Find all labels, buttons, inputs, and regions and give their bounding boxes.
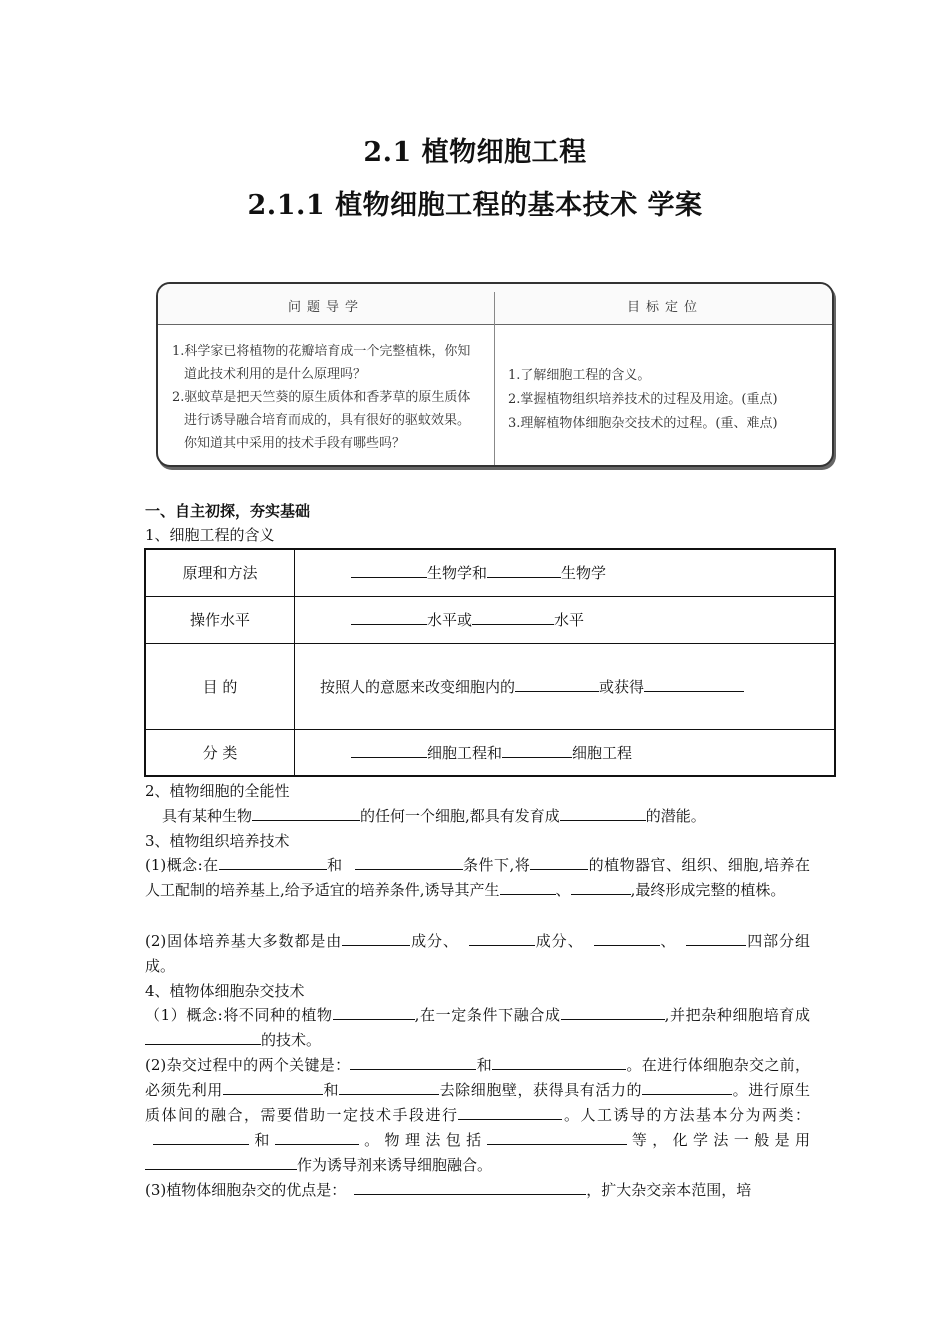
definition-table: [144, 548, 836, 777]
item-heading-4: 4、植物体细胞杂交技术: [145, 982, 305, 1000]
blank[interactable]: [145, 1155, 297, 1170]
blank[interactable]: [500, 880, 556, 895]
question-item: 2.驱蚊草是把天竺葵的原生质体和香茅草的原生质体进行诱导融合培育而成的，具有很好的驱蚊效果。你知道其中采用的技术手段有哪些吗？: [172, 390, 471, 451]
table-row: [145, 549, 835, 596]
page-title: 2.1 植物细胞工程: [363, 137, 587, 168]
blank[interactable]: [487, 1130, 627, 1145]
blank[interactable]: [472, 610, 554, 625]
table-value: 生物学和 生物学: [295, 549, 836, 596]
section-heading: 一、自主初探，夯实基础: [145, 502, 311, 520]
blank[interactable]: [560, 806, 646, 821]
goal-list: [508, 364, 828, 436]
goal-item: 3.理解植物体细胞杂交技术的过程。(重、难点): [508, 416, 778, 431]
table-value: 细胞工程和 细胞工程: [295, 729, 836, 776]
table-key: 分 类: [145, 729, 295, 776]
hybridization-process: (2)杂交过程中的两个关键是： 和 。在进行体细胞杂交之前，必须先利用 和 去除细胞壁，获得具有活力的 。进行原生质体间的融合，需要借助一定技术手段进行 。人工诱导的方法基本分为两类：和 。物理法包括 等，化学法一般是用作为诱导剂来诱导细胞融合。: [145, 1056, 810, 1174]
blank[interactable]: [487, 563, 561, 578]
blank[interactable]: [351, 610, 427, 625]
solid-medium-text: (2)固体培养基大多数都是由 成分、 成分、 、 四部分组成。: [145, 932, 810, 975]
goal-item: 1.了解细胞工程的含义。: [508, 368, 651, 383]
hybridization-concept: （1）概念:将不同种的植物 ,在一定条件下融合成 ,并把杂种细胞培育成的技术。: [145, 1006, 810, 1049]
guide-box: [156, 282, 834, 467]
blank[interactable]: [502, 743, 572, 758]
blank[interactable]: [350, 1055, 476, 1070]
blank[interactable]: [153, 1130, 249, 1145]
blank[interactable]: [333, 1005, 415, 1020]
totipotency-text: 具有某种生物 的任何一个细胞,都具有发育成 的潜能。: [162, 807, 706, 825]
guide-divider: [494, 292, 495, 465]
blank[interactable]: [342, 931, 410, 946]
table-row: [145, 596, 835, 643]
blank[interactable]: [642, 1080, 732, 1095]
blank[interactable]: [644, 677, 744, 692]
blank[interactable]: [275, 1130, 359, 1145]
item-heading-2: 2、植物细胞的全能性: [145, 782, 290, 800]
goal-item: 2.掌握植物组织培养技术的过程及用途。(重点): [508, 392, 778, 407]
page-subtitle: 2.1.1 植物细胞工程的基本技术 学案: [247, 190, 703, 221]
table-value: 水平或 水平: [295, 596, 836, 643]
question-item: 1.科学家已将植物的花瓣培育成一个完整植株，你知道此技术利用的是什么原理吗？: [172, 344, 471, 382]
blank[interactable]: [571, 880, 631, 895]
item-heading-1: 1、细胞工程的含义: [145, 526, 275, 544]
table-value: 按照人的意愿来改变细胞内的 或获得: [295, 643, 836, 729]
blank[interactable]: [458, 1105, 562, 1120]
item-heading-3: 3、植物组织培养技术: [145, 832, 290, 850]
hybridization-advantage: (3)植物体细胞杂交的优点是： ，扩大杂交亲本范围，培: [145, 1181, 752, 1199]
table-key: 原理和方法: [145, 549, 295, 596]
blank[interactable]: [354, 1180, 586, 1195]
guide-right-header: 目标定位: [626, 300, 703, 315]
table-row: [145, 729, 835, 776]
tissue-culture-concept: (1)概念:在 和 条件下,将 的植物器官、组织、细胞,培养在人工配制的培养基上,给予适宜的培养条件,诱导其产生 、 ,最终形成完整的植株。: [145, 856, 810, 899]
blank[interactable]: [219, 855, 327, 870]
blank[interactable]: [145, 1030, 261, 1045]
blank[interactable]: [594, 931, 660, 946]
table-row: [145, 643, 835, 729]
blank[interactable]: [355, 855, 463, 870]
blank[interactable]: [223, 1080, 323, 1095]
question-list: [172, 340, 482, 455]
blank[interactable]: [351, 743, 427, 758]
blank[interactable]: [515, 677, 599, 692]
guide-left-header: 问题导学: [287, 300, 364, 315]
blank[interactable]: [561, 1005, 665, 1020]
blank[interactable]: [252, 806, 360, 821]
blank[interactable]: [530, 855, 588, 870]
table-key: 操作水平: [145, 596, 295, 643]
blank[interactable]: [469, 931, 535, 946]
blank[interactable]: [492, 1055, 626, 1070]
blank[interactable]: [339, 1080, 439, 1095]
blank[interactable]: [686, 931, 746, 946]
table-key: 目 的: [145, 643, 295, 729]
blank[interactable]: [351, 563, 427, 578]
